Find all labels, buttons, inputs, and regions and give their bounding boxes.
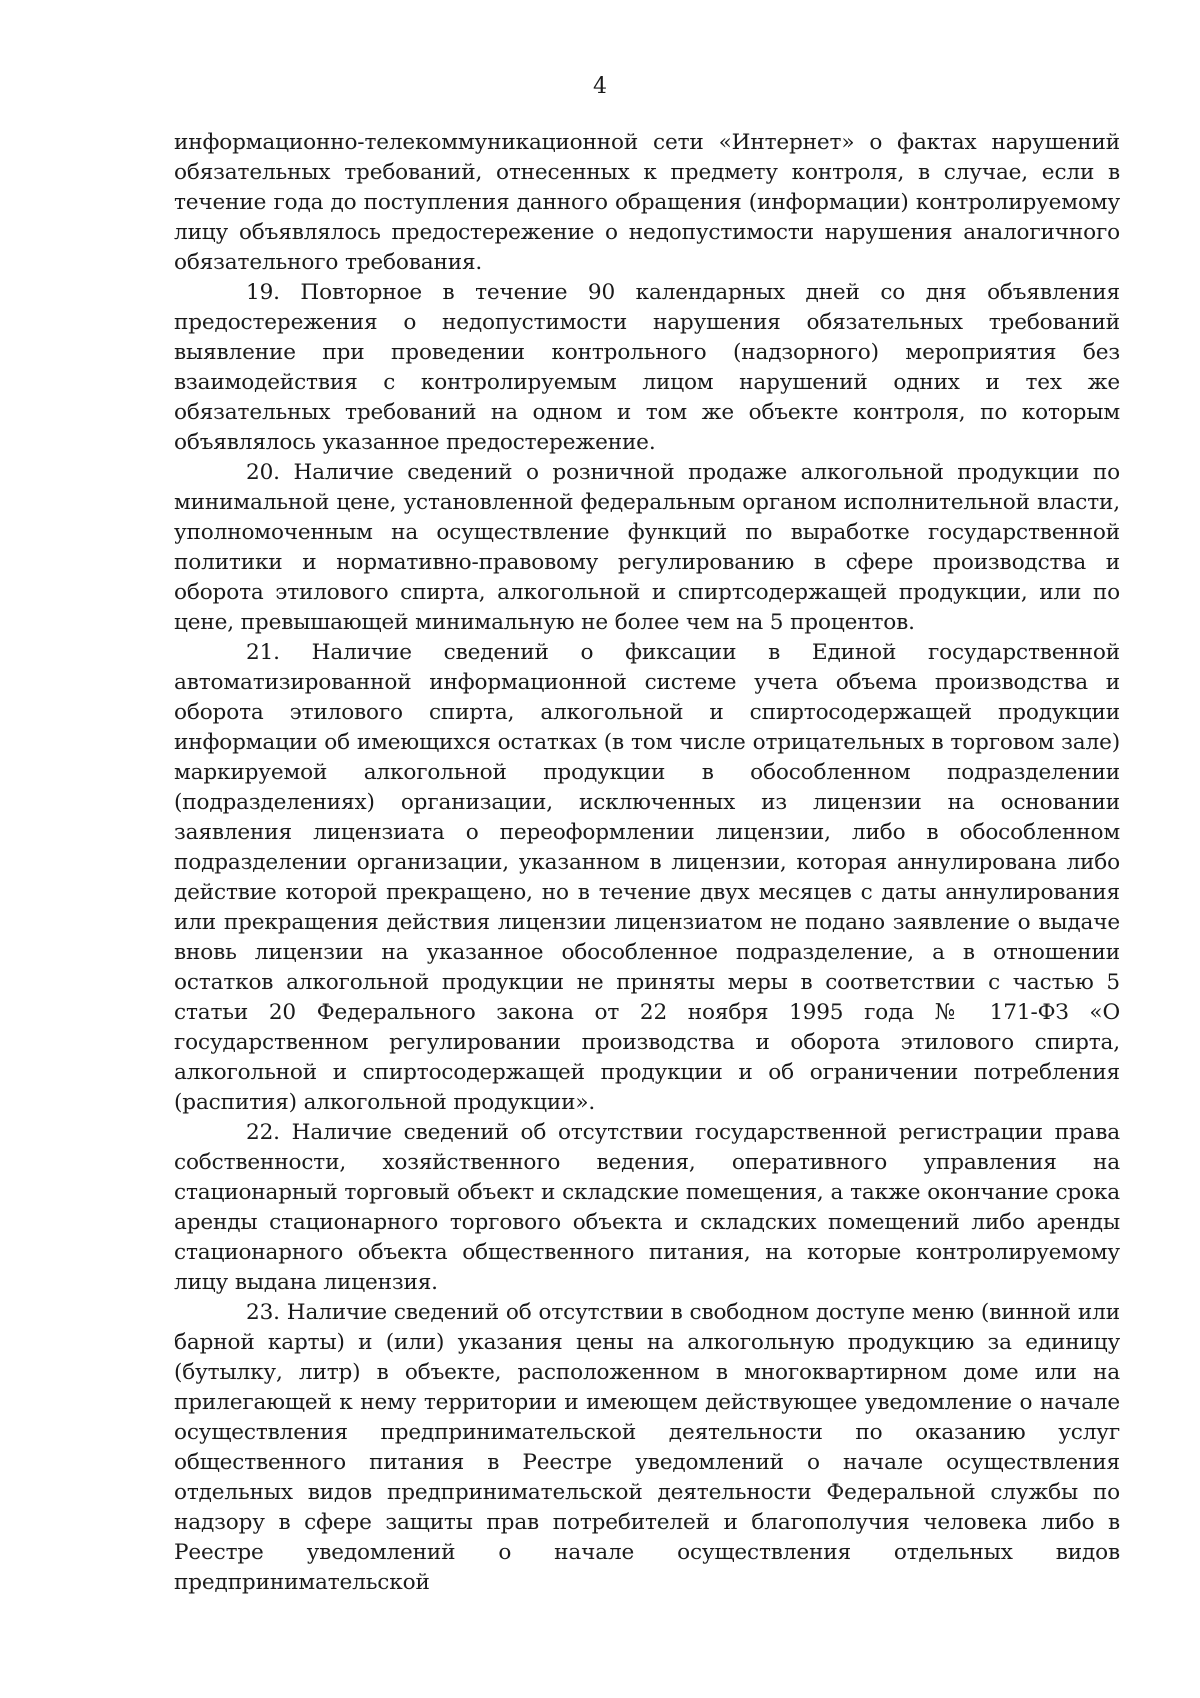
- paragraph-item-21: 21. Наличие сведений о фиксации в Единой государственной автоматизированной информационной системе учета объема производства и оборота этилового спирта, алкогольной и спиртосодержащей продукции информации об имеющихся остатках (в том числе отрицательных в торговом зале) маркируемой алкогольной продукции в обособленном подразделении (подразделениях) организации, исключенных из лицензии на основании заявления лицензиата о переоформлении лицензии, либо в обособленном подразделении организации, указанном в лицензии, которая аннулирована либо действие которой прекращено, но в течение двух месяцев с даты аннулирования или прекращения действия лицензии лицензиатом не подано заявление о выдаче вновь лицензии на указанное обособленное подразделение, а в отношении остатков алкогольной продукции не приняты меры в соответствии с частью 5 статьи 20 Федерального закона от 22 ноября 1995 года № 171-ФЗ «О государственном регулировании производства и оборота этилового спирта, алкогольной и спиртосодержащей продукции и об ограничении потребления (распития) алкогольной продукции».: [174, 640, 1120, 1115]
- paragraph-item-19: 19. Повторное в течение 90 календарных дней со дня объявления предостережения о недопустимости нарушения обязательных требований выявление при проведении контрольного (надзорного) мероприятия без взаимодействия с контролируемым лицом нарушений одних и тех же обязательных требований на одном и том же объекте контроля, по которым объявлялось указанное предостережение.: [174, 280, 1120, 455]
- paragraph-item-23: 23. Наличие сведений об отсутствии в свободном доступе меню (винной или барной карты) и (или) указания цены на алкогольную продукцию за единицу (бутылку, литр) в объекте, расположенном в многоквартирном доме или на прилегающей к нему территории и имеющем действующее уведомление о начале осуществления предпринимательской деятельности по оказанию услуг общественного питания в Реестре уведомлений о начале осуществления отдельных видов предпринимательской деятельности Федеральной службы по надзору в сфере защиты прав потребителей и благополучия человека либо в Реестре уведомлений о начале осуществления отдельных видов предпринимательской: [174, 1300, 1120, 1595]
- page-number: 4: [593, 74, 607, 99]
- paragraph-item-22: 22. Наличие сведений об отсутствии государственной регистрации права собственности, хозяйственного ведения, оперативного управления на стационарный торговый объект и складские помещения, а также окончание срока аренды стационарного торгового объекта и складских помещений либо аренды стационарного объекта общественного питания, на которые контролируемому лицу выдана лицензия.: [174, 1120, 1120, 1295]
- document-body: [174, 128, 1120, 1598]
- paragraph-item-20: 20. Наличие сведений о розничной продаже алкогольной продукции по минимальной цене, установленной федеральным органом исполнительной власти, уполномоченным на осуществление функций по выработке государственной политики и нормативно-правовому регулированию в сфере производства и оборота этилового спирта, алкогольной и спиртсодержащей продукции, или по цене, превышающей минимальную не более чем на 5 процентов.: [174, 460, 1120, 635]
- paragraph-continuation: информационно-телекоммуникационной сети «Интернет» о фактах нарушений обязательных требований, отнесенных к предмету контроля, в случае, если в течение года до поступления данного обращения (информации) контролируемому лицу объявлялось предостережение о недопустимости нарушения аналогичного обязательного требования.: [174, 130, 1120, 275]
